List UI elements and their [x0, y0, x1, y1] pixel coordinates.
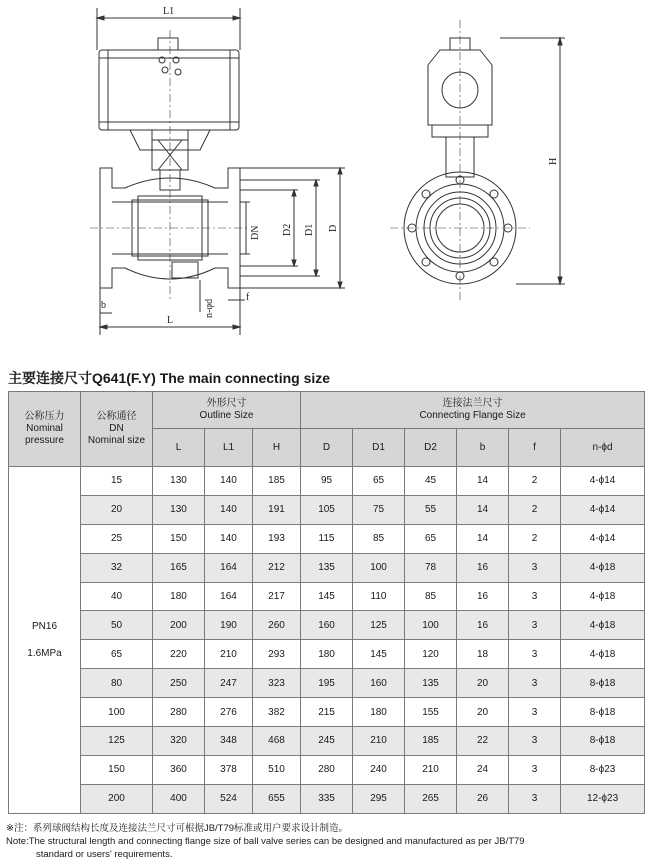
table-cell: 210	[353, 727, 405, 756]
dim-label-L: L	[167, 315, 174, 326]
table-cell: 3	[509, 727, 561, 756]
table-cell: 4-ϕ14	[561, 524, 645, 553]
table-cell: 200	[153, 611, 205, 640]
table-cell: 130	[153, 495, 205, 524]
dim-label-DN: DN	[250, 225, 261, 240]
table-cell: 14	[457, 524, 509, 553]
table-cell: 348	[205, 727, 253, 756]
table-cell: 3	[509, 553, 561, 582]
table-cell: 150	[81, 755, 153, 784]
table-cell: 3	[509, 669, 561, 698]
table-cell: 50	[81, 611, 153, 640]
table-cell: 265	[405, 784, 457, 813]
table-cell: 193	[253, 524, 301, 553]
table-cell: 295	[353, 784, 405, 813]
table-cell: 140	[205, 495, 253, 524]
table-cell: 280	[153, 698, 205, 727]
table-cell: 14	[457, 495, 509, 524]
table-row	[9, 755, 645, 784]
table-cell: 4-ϕ14	[561, 495, 645, 524]
table-row	[9, 611, 645, 640]
table-cell: 200	[81, 784, 153, 813]
table-cell: 40	[81, 582, 153, 611]
table-cell: 120	[405, 640, 457, 669]
table-cell: 217	[253, 582, 301, 611]
column-header: D1	[353, 429, 405, 467]
table-cell: 145	[353, 640, 405, 669]
column-header: D2	[405, 429, 457, 467]
pressure-mpa: 1.6MPa	[27, 647, 62, 659]
table-cell: 180	[153, 582, 205, 611]
table-cell: 250	[153, 669, 205, 698]
table-cell: 260	[253, 611, 301, 640]
table-cell: 8-ϕ18	[561, 669, 645, 698]
table-cell: 210	[405, 755, 457, 784]
table-cell: 3	[509, 640, 561, 669]
table-cell: 20	[457, 669, 509, 698]
table-cell: 510	[253, 755, 301, 784]
table-cell: 220	[153, 640, 205, 669]
table-cell: 125	[81, 727, 153, 756]
table-cell: 8-ϕ18	[561, 727, 645, 756]
table-cell: 4-ϕ14	[561, 467, 645, 496]
table-cell: 140	[205, 524, 253, 553]
table-cell: 190	[205, 611, 253, 640]
table-cell: 22	[457, 727, 509, 756]
column-header: b	[457, 429, 509, 467]
table-cell: 160	[353, 669, 405, 698]
table-cell: 130	[153, 467, 205, 496]
table-cell: 320	[153, 727, 205, 756]
table-cell: 155	[405, 698, 457, 727]
table-cell: 3	[509, 755, 561, 784]
table-cell: 185	[253, 467, 301, 496]
table-cell: 165	[153, 553, 205, 582]
table-cell: 185	[405, 727, 457, 756]
table-cell: 135	[301, 553, 353, 582]
table-cell: 80	[81, 669, 153, 698]
table-cell: 18	[457, 640, 509, 669]
table-cell: 240	[353, 755, 405, 784]
table-cell: 145	[301, 582, 353, 611]
table-row	[9, 727, 645, 756]
table-cell: 16	[457, 553, 509, 582]
table-cell: 20	[457, 698, 509, 727]
table-cell: 164	[205, 553, 253, 582]
table-cell: 210	[205, 640, 253, 669]
table-cell: 85	[405, 582, 457, 611]
table-cell: 14	[457, 467, 509, 496]
table-cell: 135	[405, 669, 457, 698]
connecting-size-table	[8, 391, 645, 814]
table-row	[9, 784, 645, 813]
dim-label-D1: D1	[304, 223, 315, 236]
table-row	[9, 553, 645, 582]
table-row	[9, 698, 645, 727]
table-cell: 212	[253, 553, 301, 582]
column-header: n-ϕd	[561, 429, 645, 467]
table-cell: 24	[457, 755, 509, 784]
table-cell: 655	[253, 784, 301, 813]
table-cell: 378	[205, 755, 253, 784]
table-cell: 100	[405, 611, 457, 640]
column-header: L1	[205, 429, 253, 467]
table-cell: 16	[457, 582, 509, 611]
pressure-pn: PN16	[31, 620, 57, 632]
header-connecting-flange-size: 连接法兰尺寸 Connecting Flange Size	[301, 392, 645, 429]
table-cell: 26	[457, 784, 509, 813]
table-cell: 245	[301, 727, 353, 756]
table-cell: 276	[205, 698, 253, 727]
table-cell: 180	[353, 698, 405, 727]
table-cell: 2	[509, 495, 561, 524]
table-cell: 468	[253, 727, 301, 756]
table-cell: 125	[353, 611, 405, 640]
table-cell: 15	[81, 467, 153, 496]
table-cell: 195	[301, 669, 353, 698]
table-cell: 4-ϕ18	[561, 582, 645, 611]
table-cell: 191	[253, 495, 301, 524]
table-cell: 150	[153, 524, 205, 553]
table-cell: 140	[205, 467, 253, 496]
table-cell: 8-ϕ18	[561, 698, 645, 727]
header-nominal-pressure: 公称压力 Nominal pressure	[9, 392, 81, 467]
header-nominal-size: 公称通径 DN Nominal size	[81, 392, 153, 467]
dim-label-D2: D2	[282, 223, 293, 236]
dim-label-H: H	[548, 157, 559, 165]
table-cell: 4-ϕ18	[561, 611, 645, 640]
table-cell: 100	[353, 553, 405, 582]
table-cell: 215	[301, 698, 353, 727]
table-cell: 3	[509, 582, 561, 611]
table-cell: 55	[405, 495, 457, 524]
dim-label-D: D	[328, 224, 339, 232]
table-row	[9, 582, 645, 611]
table-cell: 2	[509, 524, 561, 553]
table-cell: 100	[81, 698, 153, 727]
table-cell: 110	[353, 582, 405, 611]
table-cell: 45	[405, 467, 457, 496]
dim-label-f: f	[246, 292, 250, 303]
table-cell: 115	[301, 524, 353, 553]
table-cell: 247	[205, 669, 253, 698]
table-cell: 25	[81, 524, 153, 553]
table-cell: 65	[81, 640, 153, 669]
table-row	[9, 467, 645, 496]
table-cell: 360	[153, 755, 205, 784]
table-cell: 65	[353, 467, 405, 496]
table-cell: 78	[405, 553, 457, 582]
table-cell: 4-ϕ18	[561, 640, 645, 669]
table-cell: 382	[253, 698, 301, 727]
table-cell: 524	[205, 784, 253, 813]
table-cell: 8-ϕ23	[561, 755, 645, 784]
table-cell: 4-ϕ18	[561, 553, 645, 582]
title-zh: 主要连接尺寸	[8, 370, 92, 386]
title-model: Q641(F.Y)	[92, 370, 156, 386]
pressure-cell	[9, 467, 81, 814]
column-header: D	[301, 429, 353, 467]
table-cell: 280	[301, 755, 353, 784]
table-row	[9, 669, 645, 698]
column-header: H	[253, 429, 301, 467]
column-header: L	[153, 429, 205, 467]
notes	[6, 822, 646, 861]
table-cell: 323	[253, 669, 301, 698]
header-outline-size: 外形尺寸 Outline Size	[153, 392, 301, 429]
column-header: f	[509, 429, 561, 467]
table-cell: 3	[509, 698, 561, 727]
table-cell: 105	[301, 495, 353, 524]
table-cell: 2	[509, 467, 561, 496]
table-cell: 65	[405, 524, 457, 553]
table-cell: 12-ϕ23	[561, 784, 645, 813]
dim-label-b: b	[101, 300, 106, 311]
note-en-line2: standard or users' requirements.	[36, 849, 173, 860]
table-cell: 160	[301, 611, 353, 640]
table-cell: 3	[509, 784, 561, 813]
table-cell: 16	[457, 611, 509, 640]
table-cell: 293	[253, 640, 301, 669]
note-zh: ※注：系列球阀结构长度及连接法兰尺寸可根据JB/T79标准或用户要求设计制造。	[6, 823, 349, 834]
dim-label-n-phi-d: n-φd	[204, 298, 215, 318]
table-cell: 85	[353, 524, 405, 553]
table-cell: 20	[81, 495, 153, 524]
title-en: The main connecting size	[159, 370, 331, 386]
dim-label-L1: L1	[163, 6, 175, 17]
table-row	[9, 495, 645, 524]
note-en-line1: Note:The structural length and connecting flange size of ball valve series can be designed and manufactured as per JB/T79	[6, 836, 525, 847]
table-cell: 180	[301, 640, 353, 669]
table-cell: 3	[509, 611, 561, 640]
table-cell: 75	[353, 495, 405, 524]
table-cell: 335	[301, 784, 353, 813]
table-cell: 400	[153, 784, 205, 813]
table-cell: 164	[205, 582, 253, 611]
table-row	[9, 524, 645, 553]
table-cell: 32	[81, 553, 153, 582]
valve-technical-drawing	[0, 0, 650, 355]
table-row	[9, 640, 645, 669]
section-title	[8, 368, 330, 388]
table-cell: 95	[301, 467, 353, 496]
